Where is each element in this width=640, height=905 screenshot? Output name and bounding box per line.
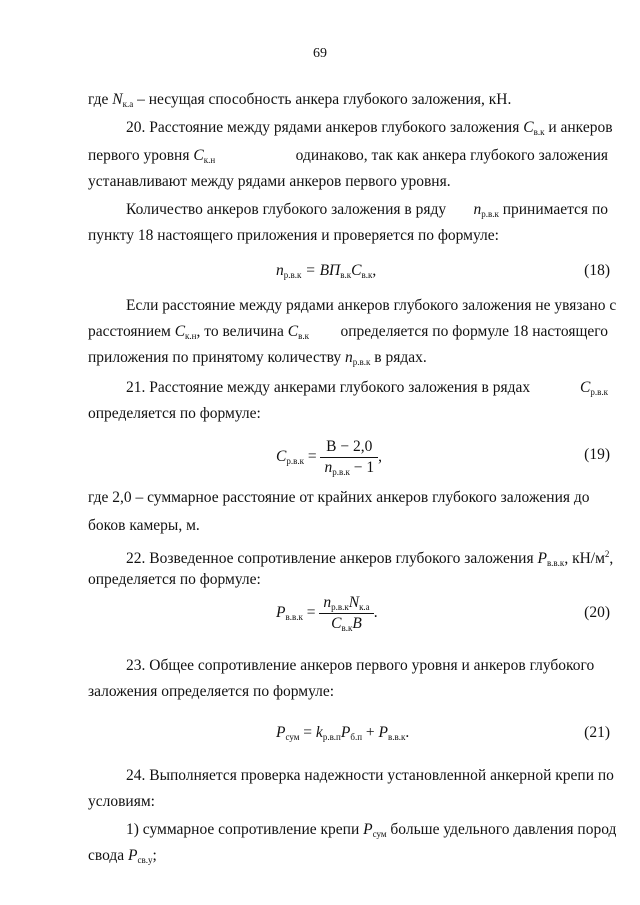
text-line: боков камеры, м. (88, 517, 200, 534)
fraction: $\frac{В - 2,0}{n_{р.в.к} - 1}$ (320, 438, 378, 477)
text-line: где $N_{к.а}$ – несущая способность анкера глубокого заложения, кН. (88, 91, 512, 109)
text-line: определяется по формуле: (88, 405, 261, 422)
fraction: $\frac{n_{р.в.к}N_{к.а}}{С_{в.к}В}$ (319, 594, 373, 633)
text-line: Количество анкеров глубокого заложения в ряду $n_{р.в.к}$ принимается по (126, 201, 608, 219)
text-line: 24. Выполняется проверка надежности установленной анкерной крепи по (126, 767, 614, 784)
text-line: условиям: (88, 793, 155, 810)
text-line: Если расстояние между рядами анкеров глубокого заложения не увязано с (126, 297, 617, 314)
text-line: определяется по формуле: (88, 571, 261, 588)
text-line: 21. Расстояние между анкерами глубокого заложения в рядах $С_{р.в.к}$ (126, 379, 608, 397)
formula-19: $С_{р.в.к}$ = $\frac{В - 2,0}{n_{р.в.к} - 1}$ , (276, 438, 382, 477)
text-line: устанавливают между рядами анкеров первого уровня. (88, 173, 451, 190)
page-number: 69 (313, 46, 327, 61)
equation-number: (19) (584, 446, 610, 463)
formula-21: $Р_{сум} = k_{р.в.п}Р_{б.п} + Р_{в.в.к}$. (276, 724, 410, 742)
equation-number: (21) (584, 724, 610, 741)
text-line: 1) суммарное сопротивление крепи $Р_{сум}$ больше удельного давления пород (126, 821, 617, 839)
text-line: первого уровня $С_{к.н}$ одинаково, так как анкера глубокого заложения (88, 147, 608, 165)
text-line: 22. Возведенное сопротивление анкеров глубокого заложения $Р_{в.в.к}$, $кН/м^2$, (126, 549, 614, 569)
formula-18: $n_{р.в.к} = ВП_{в.к}С_{в.к}$, (276, 262, 377, 280)
text-line: свода $Р_{св.у}$; (88, 847, 157, 865)
text-line: приложения по принятому количеству $n_{р.в.к}$ в рядах. (88, 349, 427, 367)
equation-number: (20) (584, 604, 610, 621)
text-line: расстоянием $С_{к.н}$, то величина $С_{в.к}$ определяется по формуле 18 настоящего (88, 323, 608, 341)
equation-number: (18) (584, 262, 610, 279)
text-line: пункту 18 настоящего приложения и проверяется по формуле: (88, 227, 499, 244)
text-line: 20. Расстояние между рядами анкеров глубокого заложения $С_{в.к}$ и анкеров (126, 119, 613, 137)
text-line: где 2,0 – суммарное расстояние от крайних анкеров глубокого заложения до (88, 489, 590, 506)
formula-20: $Р_{в.в.к}$ = $\frac{n_{р.в.к}N_{к.а}}{С_{в.к}В}$ . (276, 594, 378, 633)
text-line: 23. Общее сопротивление анкеров первого уровня и анкеров глубокого (126, 657, 595, 674)
text-line: заложения определяется по формуле: (88, 683, 335, 700)
